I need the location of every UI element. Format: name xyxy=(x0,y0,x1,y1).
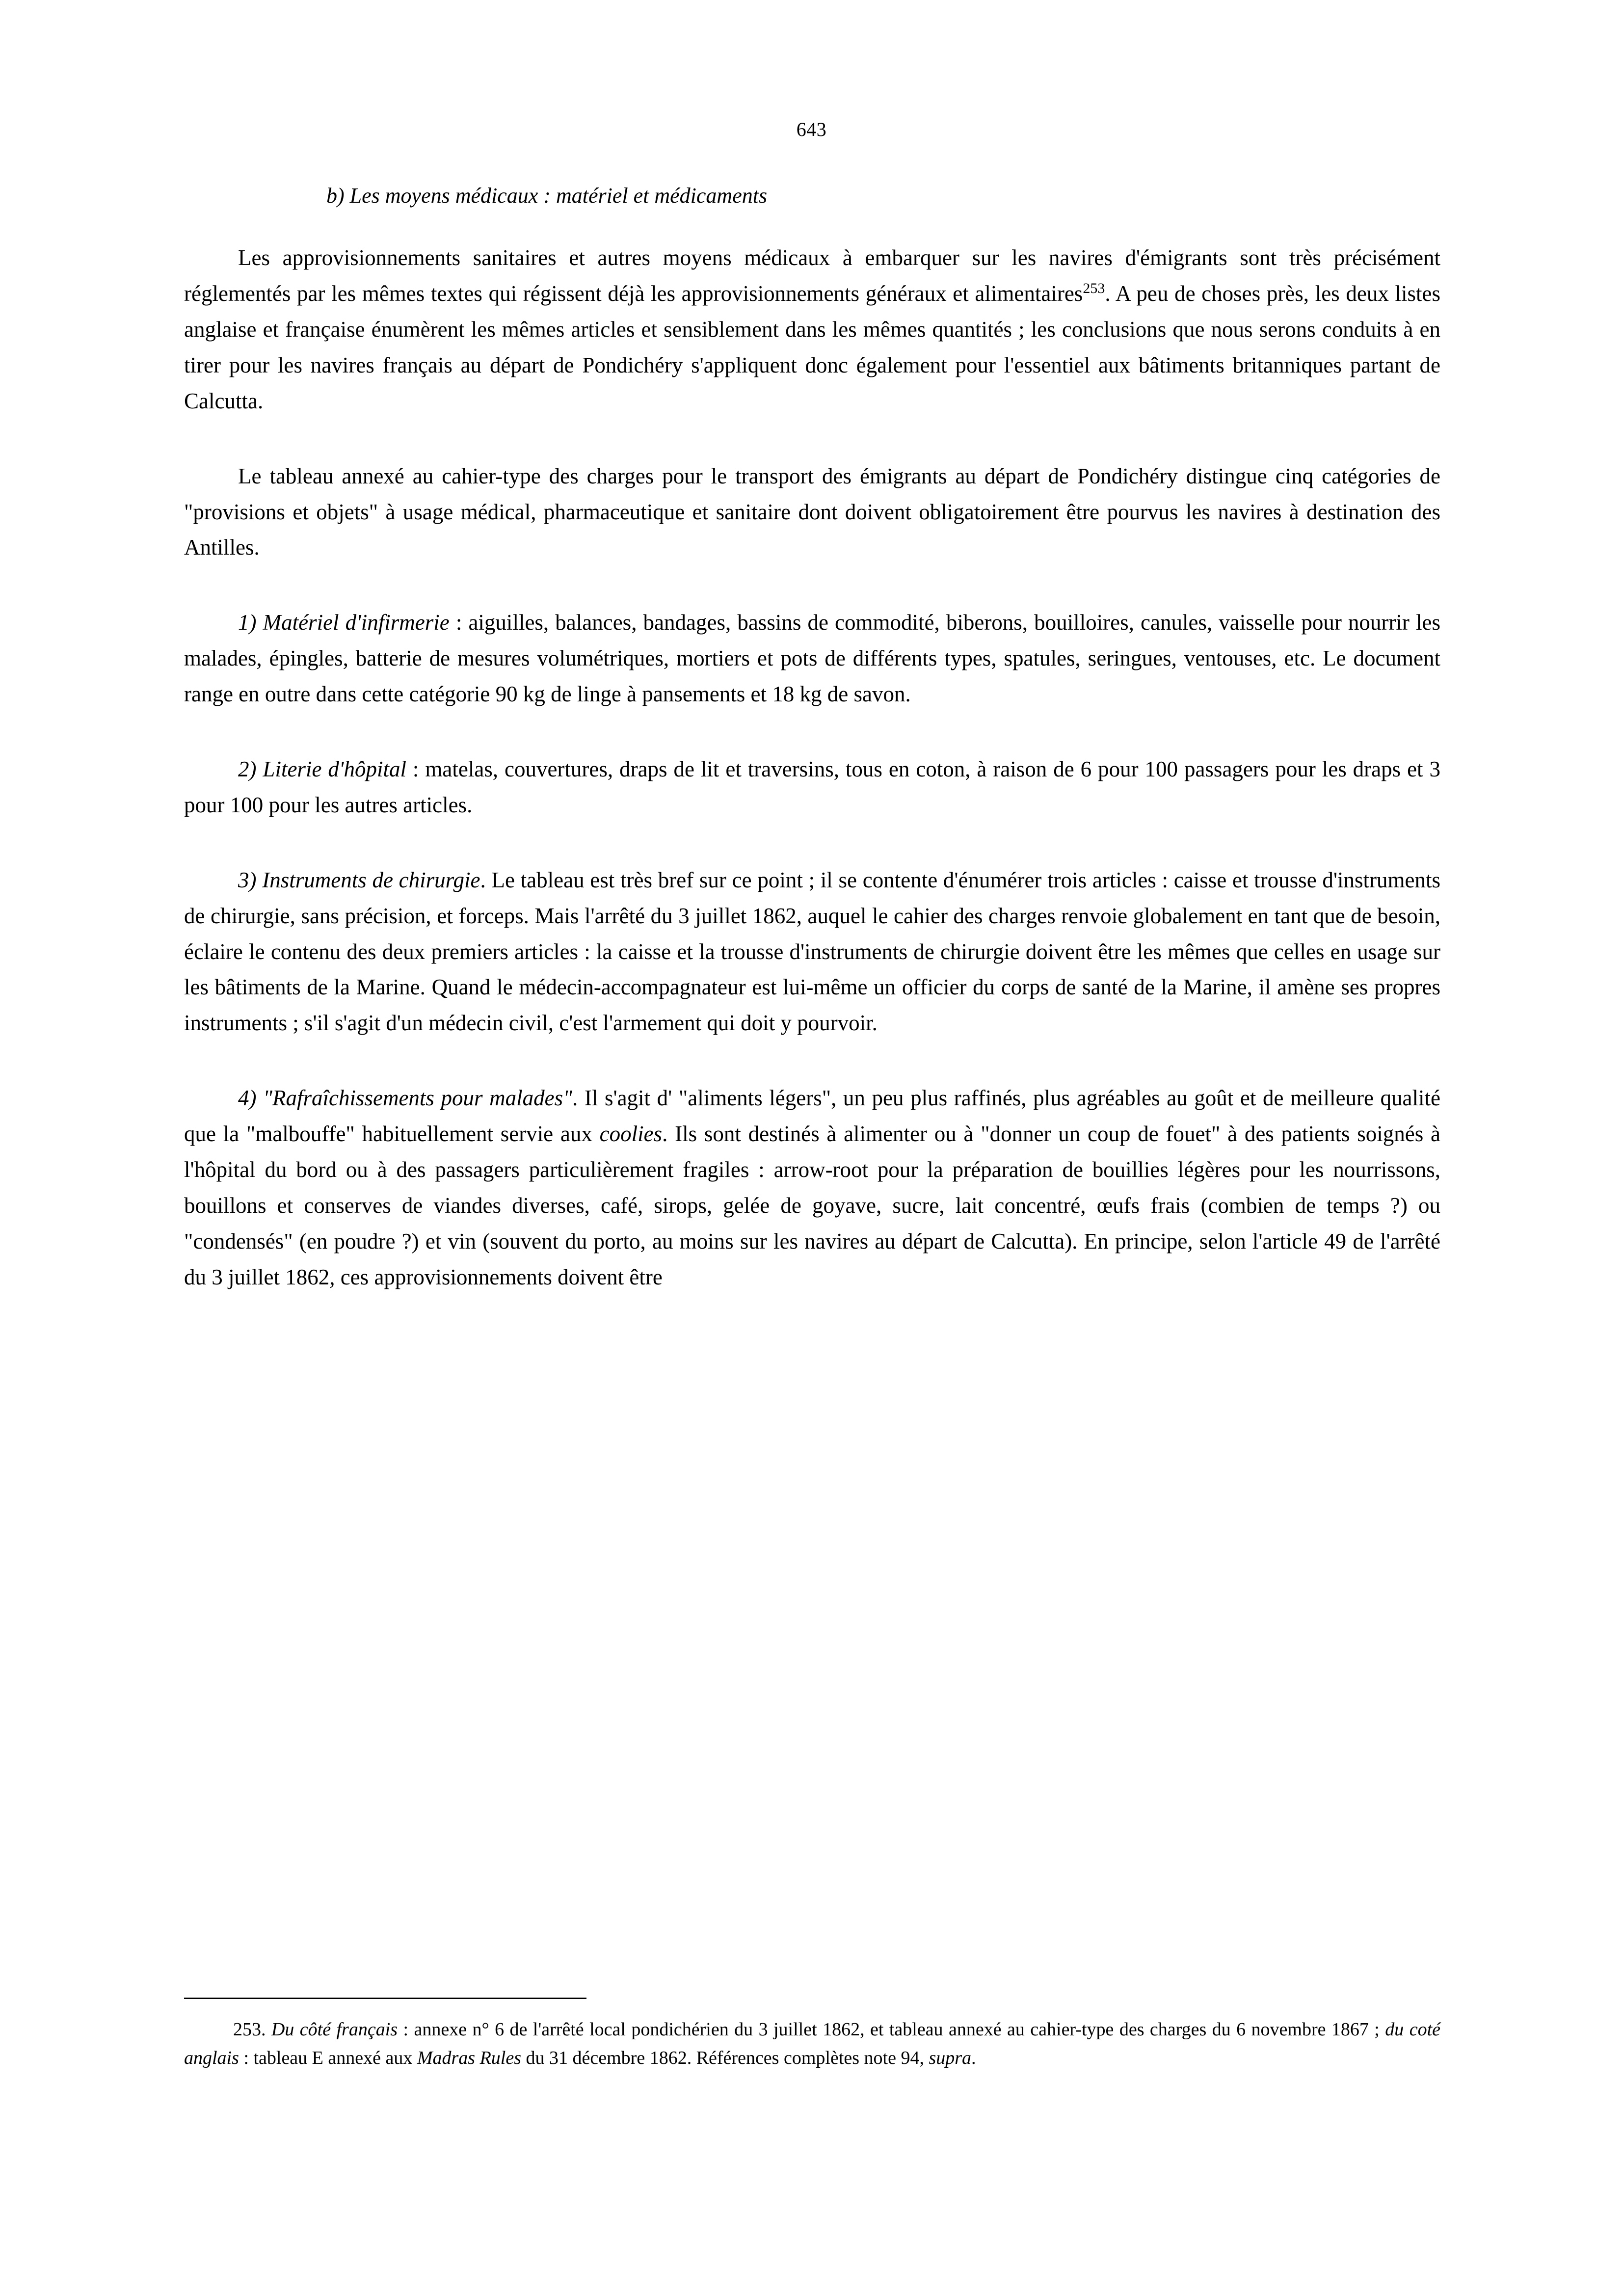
item-3-text: . Le tableau est très bref sur ce point ; il se contente d'énumérer trois articles : caisse et trousse d'instruments de chirurgie, sans précision, et forceps. Mais l'arrêté du 3 juillet 1862, auquel le cahier des charges renvoie globalement en tant que de besoin, éclaire le contenu des deux premiers articles : la caisse et la trousse d'instruments de chirurgie doivent être les mêmes que celles en usage sur les bâtiments de la Marine. Quand le médecin-accompagnateur est lui-même un officier du corps de santé de la Marine, il amène ses propres instruments ; s'il s'agit d'un médecin civil, c'est l'armement qui doit y pourvoir. xyxy=(184,867,1440,1036)
footnote-part2: : annexe n° 6 de l'arrêté local pondichérien du 3 juillet 1862, et tableau annexé au cahier-type des charges du 6 novembre 1867 ; xyxy=(398,2019,1385,2040)
page-content xyxy=(184,182,1440,1318)
paragraph-item-3 xyxy=(184,862,1440,1041)
footnote-italic-1: Du côté français xyxy=(271,2019,398,2040)
item-3-label: 3) Instruments de chirurgie xyxy=(238,867,480,892)
footnote-part5: . xyxy=(971,2047,976,2068)
paragraph-gap xyxy=(184,1064,1440,1080)
item-4-label: 4) "Rafraîchissements pour malades" xyxy=(238,1086,573,1111)
paragraph-gap xyxy=(184,735,1440,751)
page-number: 643 xyxy=(796,118,827,140)
item-2-text: : matelas, couvertures, draps de lit et traversins, tous en coton, à raison de 6 pour 100 passagers pour les draps et 3 pour 100 pour les autres articles. xyxy=(184,756,1440,817)
paragraph-1-text-after: . A peu de choses près, les deux listes anglaise et française énumèrent les mêmes articles et sensiblement dans les mêmes quantités ; les conclusions que nous serons conduits à en tirer pour les navires français au départ de Pondichéry s'appliquent donc également pour l'essentiel aux bâtiments britanniques partant de Calcutta. xyxy=(184,281,1440,413)
footnote-area xyxy=(184,1998,1440,2073)
footnote-italic-3: Madras Rules xyxy=(417,2047,522,2068)
paragraph-1 xyxy=(184,240,1440,419)
footnote-part1: . xyxy=(261,2019,271,2040)
footnote-italic-2: du coté anglais xyxy=(184,2019,1441,2068)
item-1-text: : aiguilles, balances, bandages, bassins de commodité, biberons, bouilloires, canules, vaisselle pour nourrir les malades, épingles, batterie de mesures volumétriques, mortiers et pots de différents types, spatules, seringues, ventouses, etc. Le document range en outre dans cette catégorie 90 kg de linge à pansements et 18 kg de savon. xyxy=(184,610,1440,707)
footnote-part3: : tableau E annexé aux xyxy=(239,2047,417,2068)
footnote-reference-253[interactable]: 253 xyxy=(1083,280,1105,297)
footnote-253 xyxy=(184,2016,1440,2073)
paragraph-1-text: Les approvisionnements sanitaires et autres moyens médicaux à embarquer sur les navires d'émigrants sont très précisément réglementés par les mêmes textes qui régissent déjà les approvisionnements généraux et alimentaires xyxy=(184,245,1440,306)
item-4-text-part2: . Ils sont destinés à alimenter ou à "donner un coup de fouet" à des patients soignés à l'hôpital du bord ou à des passagers particulièrement fragiles : arrow-root pour la préparation de bouillies légères pour les nourrissons, bouillons et conserves de viandes diverses, café, sirops, gelée de goyave, sucre, lait concentré, œufs frais (combien de temps ?) ou "condensés" (en poudre ?) et vin (souvent du porto, au moins sur les navires au départ de Calcutta). En principe, selon l'article 49 de l'arrêté du 3 juillet 1862, ces approvisionnements doivent être xyxy=(184,1121,1440,1289)
paragraph-2-text: Le tableau annexé au cahier-type des charges pour le transport des émigrants au départ de Pondichéry distingue cinq catégories de "provisions et objets" à usage médical, pharmaceutique et sanitaire dont doivent obligatoirement être pourvus les navires à destination des Antilles. xyxy=(184,463,1440,560)
item-4-italic-word: coolies xyxy=(599,1121,663,1147)
item-1-label: 1) Matériel d'infirmerie xyxy=(238,610,450,635)
footnote-part4: du 31 décembre 1862. Références complètes note 94, xyxy=(521,2047,929,2068)
section-subheading: b) Les moyens médicaux : matériel et médicaments xyxy=(326,184,768,208)
paragraph-2 xyxy=(184,458,1440,566)
paragraph-item-1 xyxy=(184,605,1440,712)
item-2-label: 2) Literie d'hôpital xyxy=(238,756,406,781)
paragraph-gap xyxy=(184,442,1440,458)
paragraph-gap xyxy=(184,588,1440,605)
footnote-italic-4: supra xyxy=(929,2047,972,2068)
item-4-text-part1: . Il s'agit d' "aliments légers", un peu plus raffinés, plus agréables au goût et de meilleure qualité que la "malbouffe" habituellement servie aux xyxy=(184,1086,1440,1147)
paragraph-gap xyxy=(184,846,1440,862)
paragraph-item-2 xyxy=(184,751,1440,823)
paragraph-item-4 xyxy=(184,1080,1440,1295)
footnote-number: 253 xyxy=(233,2019,261,2040)
footnote-separator-rule xyxy=(184,1998,586,1999)
